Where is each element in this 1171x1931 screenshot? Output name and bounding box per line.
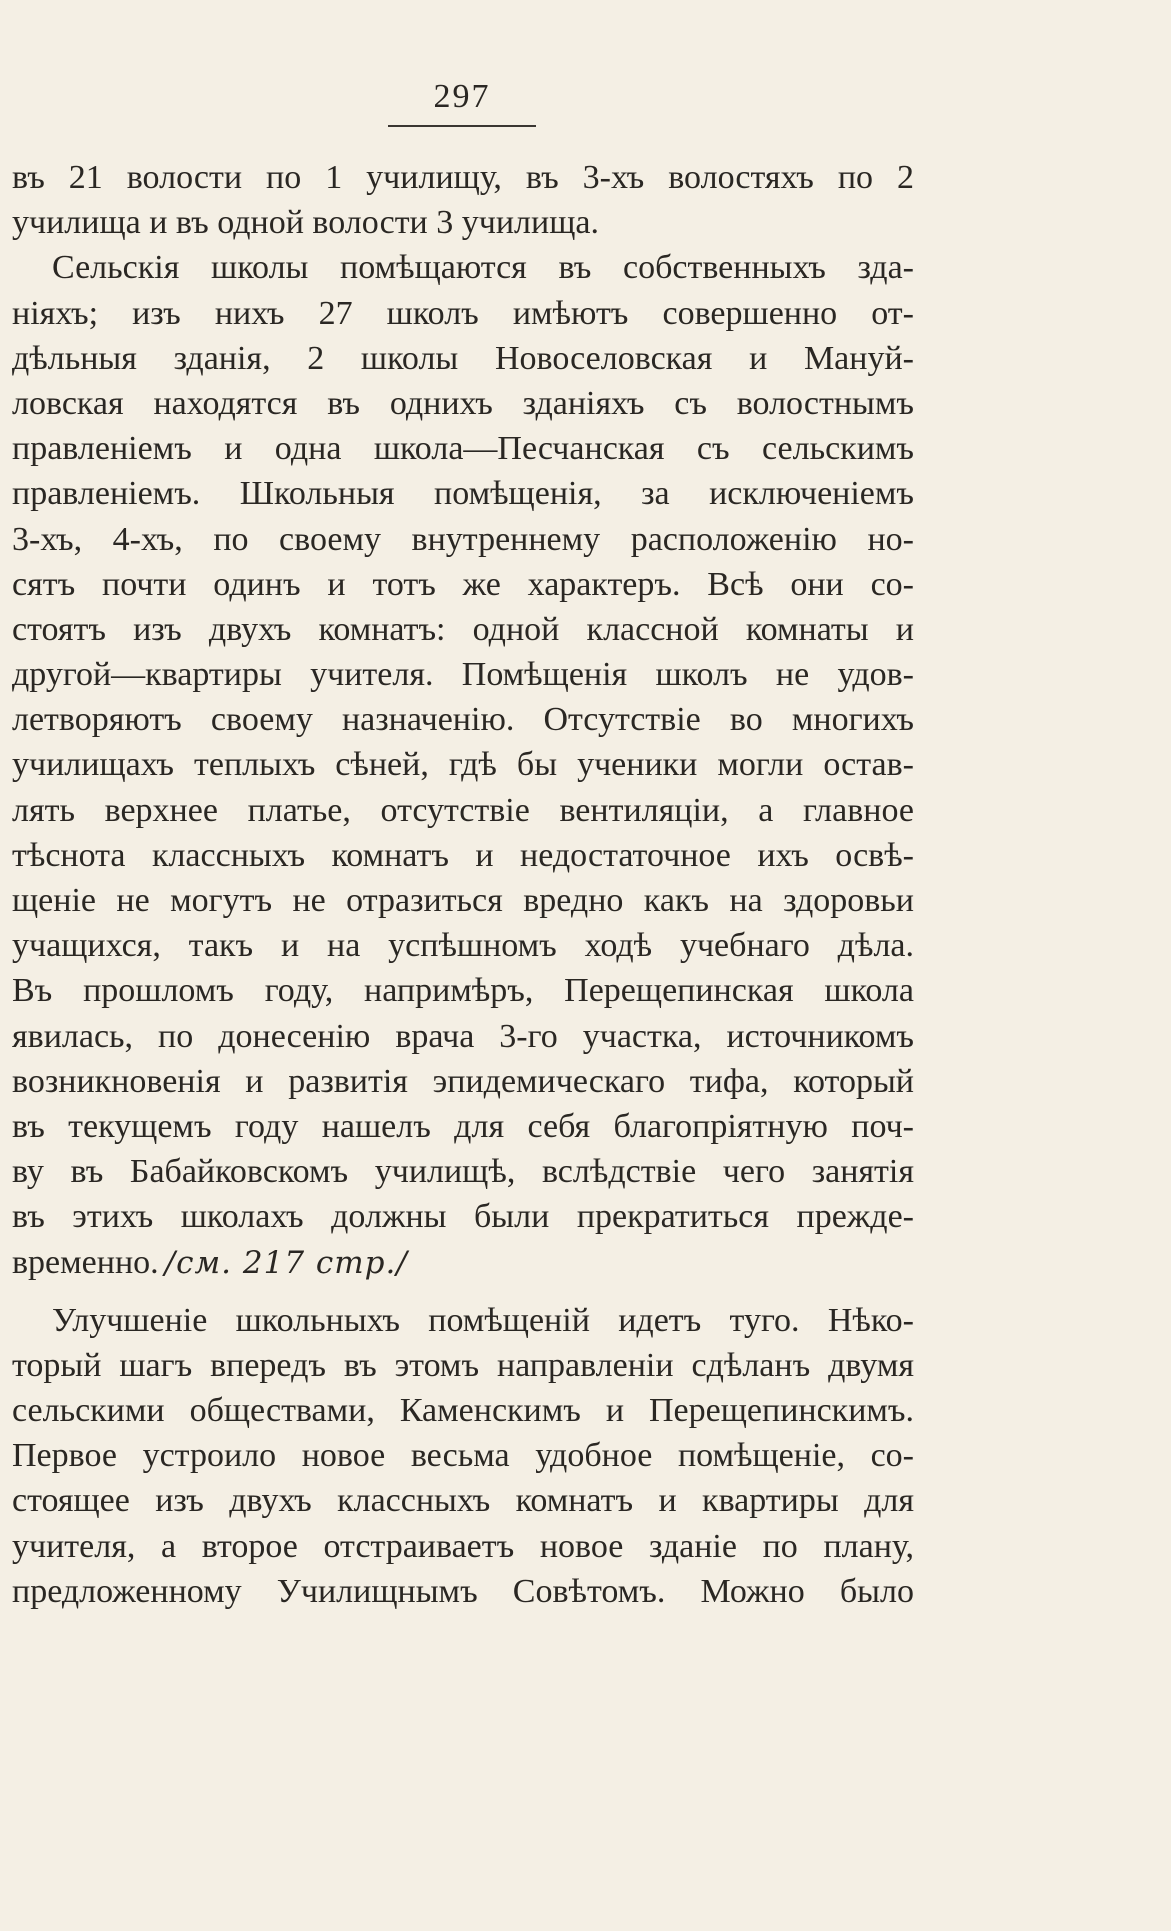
text-line: учащихся, такъ и на успѣшномъ ходѣ учебнаго дѣла. xyxy=(12,927,914,965)
text-line: возникновенія и развитія эпидемическаго тифа, который xyxy=(12,1062,914,1100)
line-text: временно. xyxy=(12,1243,159,1281)
text-line: предложенному Училищнымъ Совѣтомъ. Можно было xyxy=(12,1572,914,1610)
text-line: Первое устроило новое весьма удобное помѣщеніе, со- xyxy=(12,1437,914,1475)
paragraph-start-line: Сельскія школы помѣщаются въ собственныхъ зда- xyxy=(52,249,914,287)
text-line: 3-хъ, 4-хъ, по своему внутреннему расположенію но- xyxy=(12,520,914,558)
text-line: училищахъ теплыхъ сѣней, гдѣ бы ученики могли остав- xyxy=(12,746,914,784)
text-line-last xyxy=(12,1240,914,1285)
paragraph-start-line: Улучшеніе школьныхъ помѣщеній идетъ туго. Нѣко- xyxy=(52,1301,914,1339)
text-line: правленіемъ. Школьныя помѣщенія, за исключеніемъ xyxy=(12,475,914,513)
text-line: лять верхнее платье, отсутствіе вентиляціи, а главное xyxy=(12,791,914,829)
text-line: ву въ Бабайковскомъ училищѣ, вслѣдствіе чего занятія xyxy=(12,1153,914,1191)
text-line: ніяхъ; изъ нихъ 27 школъ имѣютъ совершенно от- xyxy=(12,294,914,332)
text-line: летворяютъ своему назначенію. Отсутствіе во многихъ xyxy=(12,701,914,739)
text-line: дѣльныя зданія, 2 школы Новоселовская и Мануй- xyxy=(12,339,914,377)
page-number: 297 xyxy=(433,78,491,115)
text-line: торый шагъ впередъ въ этомъ направленіи сдѣланъ двумя xyxy=(12,1346,914,1384)
handwritten-note: /см. 217 стр./ xyxy=(164,1244,408,1281)
text-line: щеніе не могутъ не отразиться вредно какъ на здоровьи xyxy=(12,882,914,919)
text-line: стоящее изъ двухъ классныхъ комнатъ и квартиры для xyxy=(12,1482,914,1520)
text-line: сятъ почти одинъ и тотъ же характеръ. Всѣ они со- xyxy=(12,565,914,603)
text-line: Въ прошломъ году, напримѣръ, Перещепинская школа xyxy=(12,972,914,1010)
text-line: въ 21 волости по 1 училищу, въ 3-хъ волостяхъ по 2 xyxy=(12,159,914,196)
text-line: ловская находятся въ однихъ зданіяхъ съ волостнымъ xyxy=(12,384,914,422)
body-text xyxy=(12,155,914,1614)
text-line: стоятъ изъ двухъ комнатъ: одной классной комнаты и xyxy=(12,610,914,648)
text-line: училища и въ одной волости 3 училища. xyxy=(12,204,599,242)
text-line: явилась, по донесенію врача 3-го участка, источникомъ xyxy=(12,1017,914,1055)
text-line: въ текущемъ году нашелъ для себя благопріятную поч- xyxy=(12,1107,914,1145)
text-line: правленіемъ и одна школа—Песчанская съ сельскимъ xyxy=(12,430,914,468)
text-line: учителя, а второе отстраиваетъ новое зданіе по плану, xyxy=(12,1527,914,1565)
text-line: другой—квартиры учителя. Помѣщенія школъ не удов- xyxy=(12,656,914,694)
header-rule xyxy=(388,125,536,127)
text-line: въ этихъ школахъ должны были прекратиться прежде- xyxy=(12,1198,914,1236)
text-line: сельскими обществами, Каменскимъ и Перещепинскимъ. xyxy=(12,1392,914,1430)
text-line: тѣснота классныхъ комнатъ и недостаточное ихъ освѣ- xyxy=(12,836,914,874)
